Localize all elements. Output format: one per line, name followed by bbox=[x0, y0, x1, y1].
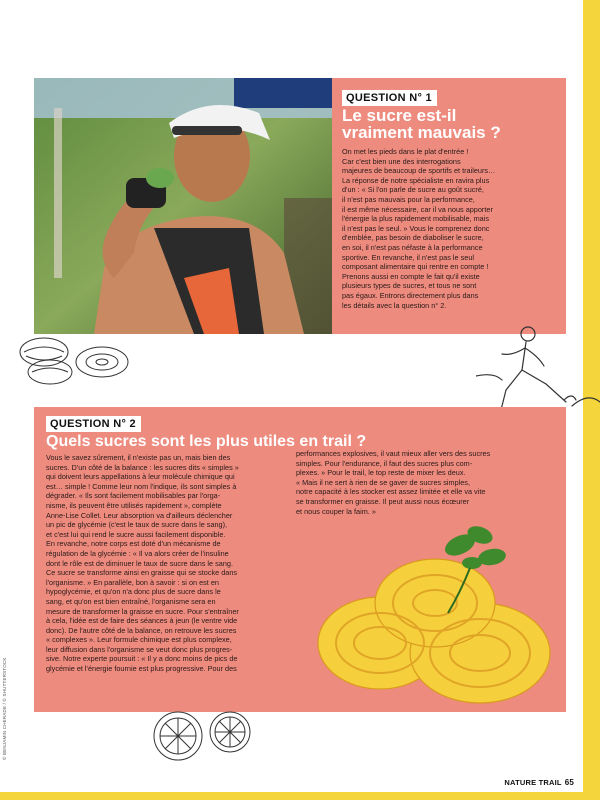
page-number: 65 bbox=[564, 778, 574, 787]
magazine-name: NATURE TRAIL bbox=[504, 778, 562, 787]
question-1-tag: QUESTION N° 1 bbox=[342, 90, 437, 106]
runner-drinking-photo bbox=[34, 78, 332, 334]
bottom-accent-strip bbox=[0, 792, 600, 800]
page-footer bbox=[504, 778, 574, 787]
photo-credit: © BENJAMIN CHERADE / © SHUTTERSTOCK bbox=[2, 657, 7, 760]
question-2-title: Quels sucres sont les plus utiles en trail ? bbox=[46, 433, 367, 450]
question-1-body: On met les pieds dans le plat d'entrée ! Car c'est bien une des interrogations majeures de beaucoup de sportifs et traileurs… La réponse de notre spécialiste en ravira plus d'un : « Si l'on parle de sucre au goût sucré, il n'est pas mauvais pour la performance, il est même nécessaire, car il va nous apporter l'énergie la plus rapidement mobilisable, mais il n'est pas le seul. » Vous le comprenez donc d'emblée, pas besoin de diaboliser le sucre, en soi, il n'est pas néfaste à la performance sportive. En revanche, il n'est pas le seul composant alimentaire qui rentre en compte ! Prenons aussi en compte le fait qu'il existe plusieurs types de sucres, et tous ne sont pas égaux. Entrons directement plus dans les détails avec la question n° 2. bbox=[342, 147, 496, 310]
dates-illustration bbox=[14, 330, 134, 390]
question-2-tag: QUESTION N° 2 bbox=[46, 416, 141, 432]
tagliatelle-pasta-image bbox=[310, 523, 560, 709]
question-1-title: Le sucre est-il vraiment mauvais ? bbox=[342, 106, 501, 142]
question-2-right-column: performances explosives, il vaut mieux aller vers des sucres simples. Pour l'endurance, il faut des sucres plus com- plexes. » Pour le trail, le top reste de mixer les deux. « Mais il ne sert à rien de se gaver de sucres simples, notre capacité à les stocker est assez limitée et elle va vite se transformer en graisse. Il peut aussi nous écœurer et nous couper la faim. » bbox=[296, 449, 491, 516]
question-2-left-column: Vous le savez sûrement, il n'existe pas un, mais bien des sucres. D'un côté de la balance : les sucres dits « simples » qui doivent leurs appellations à leur molécule chimique qui est… simple ! Comme leur nom l'indique, ils sont simples à dégrader. « Ils sont facilement mobilisables par l'orga- nisme, ils peuvent être utilisés rapidement », complète Anne-Lise Collet. Leur absorption va d'ailleurs déclencher un pic de glycémie (c'est le taux de sucre dans le sang), et c'est lui qui rend le sucre aussi facilement disponible. En revanche, notre corps est doté d'un mécanisme de régulation de la glycémie : « Il va alors créer de l'insuline dont le rôle est de diminuer le taux de sucre dans le sang. Ce sucre se transforme ainsi en graisse qui se stocke dans l'organisme. » En parallèle, bon à savoir : si on est en hypoglycémie, et qu'on n'a donc plus de sucre dans le sang, et qu'on est bien entraîné, l'organisme sera en mesure de transformer la graisse en sucre. Pour s'entraîner à cela, l'idée est de faire des séances à jeun (le ventre vide donc). De l'autre côté de la balance, on retrouve les sucres « complexes ». Leur formule chimique est plus complexe, leur diffusion dans l'organisme se veut donc plus progres- sive. Notre experte poursuit : « Il y a donc moins de pics de glycémie et l'énergie fournie est plus progressive. Pour des bbox=[46, 453, 239, 674]
question-2-header bbox=[46, 414, 366, 450]
question-2-panel bbox=[34, 407, 566, 712]
question-1-content bbox=[342, 88, 560, 310]
question-1-panel bbox=[34, 78, 566, 334]
lemon-slices-illustration bbox=[148, 706, 258, 766]
